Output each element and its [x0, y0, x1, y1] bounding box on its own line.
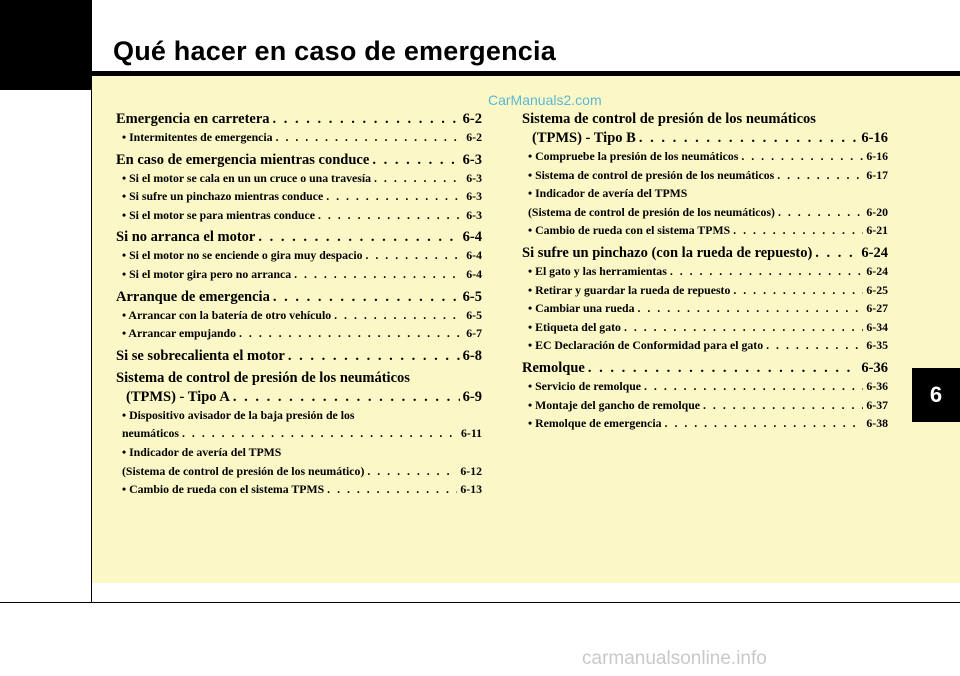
- chapter-tab[interactable]: 6: [912, 368, 960, 422]
- toc-label: En caso de emergencia mientras conduce: [116, 151, 370, 168]
- toc-column-right: [522, 108, 888, 435]
- leader-dots: [670, 264, 864, 279]
- leader-dots: [239, 326, 463, 341]
- toc-page: 6-2: [462, 111, 482, 127]
- toc-label: Arranque de emergencia: [116, 288, 270, 305]
- toc-page: 6-35: [866, 338, 888, 353]
- toc-subentry[interactable]: [116, 426, 482, 445]
- toc-column-left: [116, 108, 482, 501]
- toc-page: 6-3: [466, 189, 482, 204]
- toc-subentry[interactable]: [522, 398, 888, 417]
- leader-dots: [294, 267, 463, 282]
- toc-entry[interactable]: [116, 152, 482, 171]
- left-margin: [0, 90, 92, 602]
- toc-subentry[interactable]: [116, 171, 482, 190]
- leader-dots: [374, 171, 463, 186]
- toc-label: • Cambio de rueda con el sistema TPMS: [528, 223, 731, 238]
- toc-entry[interactable]: [522, 130, 888, 149]
- toc-subentry[interactable]: [522, 223, 888, 242]
- leader-dots: [182, 426, 458, 441]
- leader-dots: [733, 283, 863, 298]
- toc-label: • Arrancar empujando: [122, 326, 237, 341]
- toc-page: 6-21: [866, 223, 888, 238]
- watermark-top: CarManuals2.com: [488, 92, 602, 108]
- leader-dots: [258, 229, 459, 246]
- toc-label: (Sistema de control de presión de los neumático): [122, 463, 365, 478]
- leader-dots: [276, 130, 464, 145]
- toc-label: • Arrancar con la batería de otro vehículo: [122, 307, 332, 322]
- toc-label: • Etiqueta del gato: [528, 319, 621, 334]
- toc-subentry[interactable]: [116, 267, 482, 286]
- toc-label: • Cambiar una rueda: [528, 301, 635, 316]
- toc-page: 6-5: [466, 307, 482, 322]
- toc-subentry-line1[interactable]: • Dispositivo avisador de la baja presión de los: [122, 407, 355, 422]
- toc-page: 6-16: [866, 149, 888, 163]
- toc-label: • Cambio de rueda con el sistema TPMS: [122, 482, 325, 497]
- toc-page: 6-7: [466, 326, 482, 341]
- leader-dots: [326, 189, 463, 204]
- bottom-rule: [0, 602, 960, 603]
- leader-dots: [777, 168, 863, 183]
- leader-dots: [766, 338, 863, 353]
- leader-dots: [644, 379, 863, 394]
- toc-label: • Intermitentes de emergencia: [122, 130, 273, 144]
- toc-subentry[interactable]: [116, 464, 482, 483]
- toc-entry[interactable]: [116, 348, 482, 367]
- toc-label: (TPMS) - Tipo A: [126, 388, 230, 405]
- leader-dots: [638, 301, 864, 316]
- toc-page: 6-4: [462, 229, 482, 246]
- toc-label: (Sistema de control de presión de los neumáticos): [528, 204, 775, 219]
- leader-dots: [318, 208, 463, 223]
- toc-subentry[interactable]: [522, 338, 888, 357]
- toc-subentry[interactable]: [116, 189, 482, 208]
- toc-subentry[interactable]: [522, 264, 888, 283]
- toc-subentry[interactable]: [522, 283, 888, 302]
- toc-page: 6-2: [466, 130, 482, 144]
- leader-dots: [233, 389, 460, 406]
- leader-dots: [665, 416, 864, 431]
- toc-entry-line1[interactable]: Sistema de control de presión de los neumáticos: [116, 369, 410, 386]
- toc-page: 6-3: [466, 170, 482, 185]
- toc-subentry[interactable]: [522, 320, 888, 339]
- toc-subentry[interactable]: [116, 248, 482, 267]
- toc-page: 6-36: [866, 378, 888, 393]
- toc-label: • Si el motor se cala en un un cruce o una travesía: [122, 170, 372, 185]
- toc-page: 6-37: [866, 397, 888, 412]
- toc-subentry-line1[interactable]: • Indicador de avería del TPMS: [528, 186, 688, 201]
- leader-dots: [588, 360, 859, 377]
- toc-label: Remolque: [522, 359, 585, 376]
- toc-label: • Si sufre un pinchazo mientras conduce: [122, 189, 324, 204]
- toc-subentry[interactable]: [116, 308, 482, 327]
- leader-dots: [327, 482, 457, 497]
- leader-dots: [273, 111, 460, 128]
- toc-page: 6-24: [866, 263, 888, 278]
- toc-entry[interactable]: [116, 289, 482, 308]
- toc-subentry-line1[interactable]: • Indicador de avería del TPMS: [122, 444, 282, 459]
- toc-entry-line1[interactable]: Sistema de control de presión de los neumáticos: [522, 111, 816, 127]
- toc-subentry[interactable]: [522, 168, 888, 187]
- toc-label: neumáticos: [122, 426, 180, 441]
- toc-subentry[interactable]: [522, 301, 888, 320]
- toc-label: • Si el motor se para mientras conduce: [122, 207, 315, 222]
- toc-page: 6-16: [861, 130, 888, 146]
- toc-subentry[interactable]: [116, 208, 482, 227]
- toc-subentry[interactable]: [116, 482, 482, 501]
- leader-dots: [733, 223, 863, 238]
- toc-label: Si sufre un pinchazo (con la rueda de repuesto): [522, 244, 813, 261]
- toc-label: Emergencia en carretera: [116, 111, 270, 127]
- toc-label: • EC Declaración de Conformidad para el gato: [528, 338, 764, 353]
- corner-block: [0, 0, 92, 90]
- leader-dots: [372, 152, 459, 169]
- toc-label: • Si el motor gira pero no arranca: [122, 266, 292, 281]
- toc-entry[interactable]: [522, 245, 888, 264]
- toc-page: 6-34: [866, 319, 888, 334]
- toc-page: 6-12: [460, 463, 482, 478]
- toc-subentry[interactable]: [522, 379, 888, 398]
- toc-label: Si se sobrecalienta el motor: [116, 347, 285, 364]
- leader-dots: [366, 248, 464, 263]
- toc-label: • Remolque de emergencia: [528, 416, 662, 431]
- toc-label: • Sistema de control de presión de los neumáticos: [528, 167, 775, 182]
- toc-page: 6-25: [866, 282, 888, 297]
- toc-subentry[interactable]: [116, 130, 482, 149]
- toc-page: 6-5: [462, 288, 482, 305]
- leader-dots: [273, 289, 460, 306]
- leader-dots: [288, 348, 460, 365]
- toc-page: 6-17: [866, 167, 888, 182]
- toc-page: 6-20: [866, 204, 888, 219]
- toc-page: 6-24: [861, 244, 888, 261]
- toc-page: 6-9: [462, 388, 482, 405]
- toc-page: 6-27: [866, 301, 888, 316]
- page-title: Qué hacer en caso de emergencia: [113, 36, 556, 66]
- toc-label: • El gato y las herramientas: [528, 263, 667, 278]
- leader-dots: [334, 308, 463, 323]
- toc-label: • Retirar y guardar la rueda de repuesto: [528, 282, 731, 297]
- leader-dots: [815, 245, 858, 262]
- toc-page: 6-4: [466, 266, 482, 281]
- toc-page: 6-4: [466, 248, 482, 263]
- leader-dots: [741, 149, 863, 164]
- toc-page: 6-36: [861, 359, 888, 376]
- toc-subentry[interactable]: [116, 326, 482, 345]
- toc-page: 6-13: [460, 482, 482, 497]
- toc-subentry[interactable]: [522, 149, 888, 168]
- leader-dots: [624, 320, 863, 335]
- toc-label: • Compruebe la presión de los neumáticos: [528, 149, 739, 163]
- toc-label: • Si el motor no se enciende o gira muy despacio: [122, 248, 363, 263]
- toc-page: 6-3: [466, 207, 482, 222]
- leader-dots: [367, 464, 457, 479]
- leader-dots: [639, 130, 859, 147]
- toc-entry[interactable]: [116, 111, 482, 130]
- toc-page: 6-38: [866, 416, 888, 431]
- toc-label: • Montaje del gancho de remolque: [528, 397, 701, 412]
- toc-subentry[interactable]: [522, 205, 888, 224]
- toc-entry[interactable]: [522, 360, 888, 379]
- toc-entry[interactable]: [116, 229, 482, 248]
- toc-subentry[interactable]: [522, 416, 888, 435]
- toc-page: 6-11: [461, 426, 482, 441]
- toc-entry[interactable]: [116, 389, 482, 408]
- toc-page: 6-8: [462, 347, 482, 364]
- toc-label: (TPMS) - Tipo B: [532, 130, 636, 146]
- toc-label: Si no arranca el motor: [116, 229, 256, 246]
- toc-label: • Servicio de remolque: [528, 378, 642, 393]
- leader-dots: [778, 205, 863, 220]
- watermark-bottom: carmanualsonline.info: [582, 648, 767, 669]
- toc-page: 6-3: [462, 151, 482, 168]
- leader-dots: [703, 398, 863, 413]
